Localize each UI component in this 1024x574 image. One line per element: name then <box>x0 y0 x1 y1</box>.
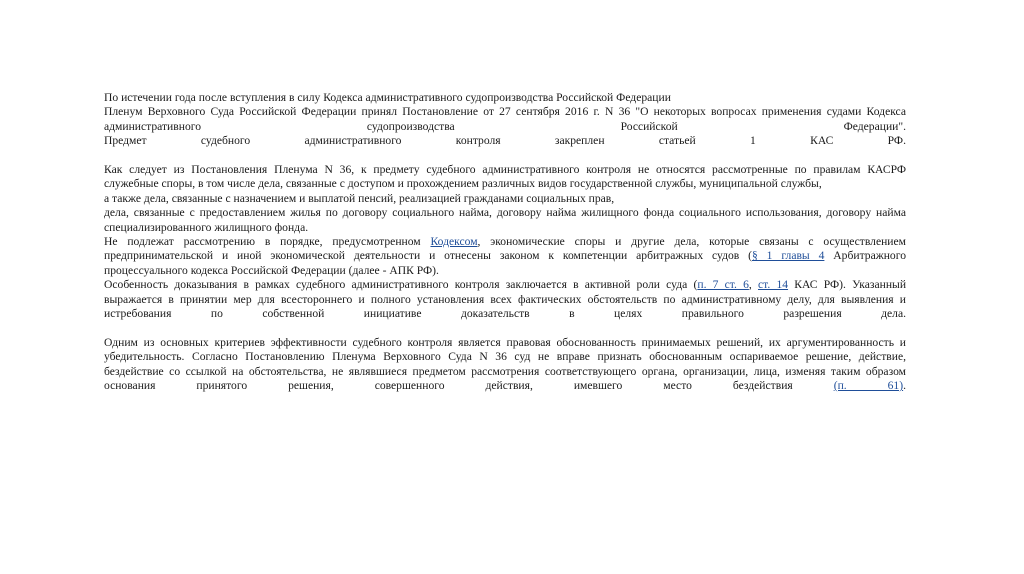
chapter-4-link[interactable]: § 1 главы 4 <box>752 249 825 263</box>
st14-link[interactable]: ст. 14 <box>758 278 789 292</box>
text-span: . <box>903 379 906 393</box>
kodeks-link[interactable]: Кодексом <box>430 235 478 249</box>
text-span: КАС РФ). Указанный <box>788 278 907 292</box>
text-span: Не подлежат рассмотрению в порядке, предусмотренном <box>104 235 431 249</box>
text-line: убедительность. Согласно Постановлению Пленума Верховного Суда N 36 суд не вправе признать обоснованным оспариваемое решение, действие, <box>104 350 906 364</box>
text-line: процессуального кодекса Российской Федерации (далее - АПК РФ). <box>104 263 439 277</box>
text-line: Пленум Верховного Суда Российской Федерации принял Постановление от 27 сентября 2016 г. N 36 "О некоторых вопросах применения судами Кодекса <box>104 105 906 119</box>
document-body <box>104 91 906 394</box>
text-line <box>104 249 906 263</box>
text-span: Особенность доказывания в рамках судебного административного контроля заключается в активной роли суда ( <box>104 278 698 292</box>
text-line: а также дела, связанные с назначением и выплатой пенсий, реализацией гражданами социальных прав, <box>104 191 615 205</box>
paragraph-gap <box>104 321 906 335</box>
p7-st6-link[interactable]: п. 7 ст. 6 <box>697 278 749 292</box>
paragraph-gap <box>104 149 906 163</box>
text-span: основания принятого решения, совершенного действия, имевшего место бездействия <box>104 379 834 393</box>
text-line: бездействие со ссылкой на обстоятельства, не являвшиеся предметом рассмотрения соответствующего органа, организации, лица, изменяя таким образом <box>104 364 906 378</box>
text-span: , экономические споры и другие дела, которые связаны с осуществлением <box>477 235 906 249</box>
text-line: выражается в принятии мер для всестороннего и полного установления всех фактических обстоятельств по административному делу, для выявления и <box>104 292 906 306</box>
text-span: Арбитражного <box>824 249 906 263</box>
text-line: истребования по собственной инициативе доказательств в целях правильного разрешения дела. <box>104 307 906 321</box>
text-line: По истечении года после вступления в силу Кодекса административного судопроизводства Российской Федерации <box>104 91 671 104</box>
text-line: дела, связанные с предоставлением жилья по договору социального найма, договору найма жилищного фонда социального использования, договору найма <box>104 206 906 220</box>
text-span: , <box>748 278 759 292</box>
text-line: Предмет судебного административного контроля закреплен статьей 1 КАС РФ. <box>104 134 906 148</box>
text-line <box>104 379 906 393</box>
p61-link[interactable]: (п. 61) <box>833 379 904 393</box>
text-line <box>104 278 906 292</box>
text-line: Одним из основных критериев эффективности судебного контроля является правовая обоснованность принимаемых решений, их аргументированность и <box>104 335 906 349</box>
text-line <box>104 235 906 249</box>
text-line: Как следует из Постановления Пленума N 36, к предмету судебного административного контроля не относятся рассмотренные по правилам КАСРФ <box>104 163 906 177</box>
text-line: служебные споры, в том числе дела, связанные с доступом и прохождением различных видов государственной службы, муниципальной службы, <box>104 177 822 191</box>
text-line: административного судопроизводства Российской Федерации". <box>104 119 906 133</box>
text-line: специализированного жилищного фонда. <box>104 220 309 234</box>
text-span: предпринимательской и иной экономической деятельности и отнесены законом к компетенции арбитражных судов ( <box>104 249 752 263</box>
